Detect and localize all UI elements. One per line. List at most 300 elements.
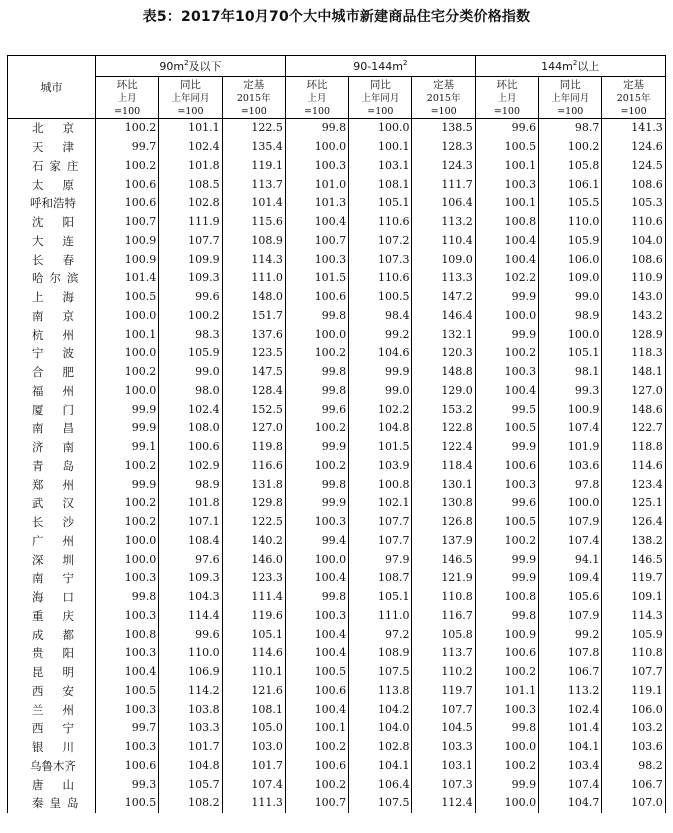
index-value-cell: 125.1 [602,494,665,513]
index-value-cell: 98.2 [602,757,665,776]
base-period-header: 上年同月 [159,92,222,105]
index-value-cell: 152.5 [222,400,285,419]
index-value-cell: 100.3 [96,738,159,757]
index-value-cell: 107.7 [349,513,412,532]
index-value-cell: 107.8 [539,644,602,663]
base-period-header: 上年同月 [349,92,412,105]
city-name-cell: 北京 [8,119,96,138]
index-value-cell: 99.9 [96,419,159,438]
index-value-cell: 100.9 [539,400,602,419]
index-value-cell: 103.4 [539,757,602,776]
index-value-cell: 100.0 [96,307,159,326]
column-header: 同比 [159,77,222,93]
index-value-cell: 146.5 [412,550,475,569]
city-name-cell: 秦皇岛 [8,794,96,813]
table-row [8,457,666,476]
index-value-cell: 105.1 [539,344,602,363]
index-value-cell: 107.4 [539,775,602,794]
index-value-cell: 107.9 [539,607,602,626]
city-name-cell: 兰州 [8,700,96,719]
table-row [8,213,666,232]
index-value-cell: 99.9 [475,550,538,569]
index-value-cell: 97.2 [349,625,412,644]
city-name-cell: 宁波 [8,344,96,363]
index-value-cell: 100.0 [285,138,348,157]
table-body [8,119,666,813]
index-value-cell: 103.1 [412,757,475,776]
index-value-cell: 107.4 [222,775,285,794]
index-value-cell: 101.8 [159,157,222,176]
index-value-cell: 122.8 [412,419,475,438]
index-value-cell: 100.2 [159,307,222,326]
index-value-cell: 119.6 [222,607,285,626]
index-value-cell: 100.5 [285,663,348,682]
city-name-cell: 郑州 [8,475,96,494]
city-name-cell: 银川 [8,738,96,757]
index-value-cell: 100.4 [285,625,348,644]
city-name-cell: 南京 [8,307,96,326]
index-value-cell: 114.2 [159,682,222,701]
index-value-cell: 120.3 [412,344,475,363]
index-value-cell: 100.1 [349,138,412,157]
table-row [8,325,666,344]
city-name-cell: 广州 [8,532,96,551]
city-name-cell: 南昌 [8,419,96,438]
base-period-header: 2015年 [222,92,285,105]
index-value-cell: 121.6 [222,682,285,701]
index-value-cell: 99.9 [96,400,159,419]
index-value-cell: 111.7 [412,175,475,194]
index-value-cell: 105.8 [412,625,475,644]
table-row [8,550,666,569]
index-value-cell: 105.1 [222,625,285,644]
index-value-cell: 99.6 [475,119,538,138]
index-value-cell: 100.6 [159,438,222,457]
base-value-header: =100 [349,105,412,119]
city-name-cell: 长沙 [8,513,96,532]
index-value-cell: 100.7 [285,232,348,251]
index-value-cell: 113.2 [539,682,602,701]
index-value-cell: 99.8 [285,363,348,382]
index-value-cell: 99.9 [96,475,159,494]
index-value-cell: 100.1 [475,157,538,176]
index-value-cell: 99.6 [475,494,538,513]
index-value-cell: 146.0 [222,550,285,569]
index-value-cell: 100.9 [475,625,538,644]
index-value-cell: 118.4 [412,457,475,476]
city-name-cell: 杭州 [8,325,96,344]
index-value-cell: 105.3 [602,194,665,213]
table-row [8,438,666,457]
index-value-cell: 99.8 [285,588,348,607]
table-row [8,194,666,213]
base-value-header: =100 [285,105,348,119]
index-value-cell: 130.1 [412,475,475,494]
index-value-cell: 100.0 [349,119,412,138]
city-name-cell: 昆明 [8,663,96,682]
table-row [8,644,666,663]
index-value-cell: 100.3 [475,700,538,719]
city-name-cell: 西安 [8,682,96,701]
index-value-cell: 104.8 [159,757,222,776]
table-row [8,719,666,738]
table-row [8,157,666,176]
index-value-cell: 105.7 [159,775,222,794]
index-value-cell: 119.1 [602,682,665,701]
index-value-cell: 100.0 [96,532,159,551]
index-value-cell: 108.5 [159,175,222,194]
index-value-cell: 101.5 [285,269,348,288]
index-value-cell: 100.6 [285,682,348,701]
index-value-cell: 99.1 [96,438,159,457]
index-value-cell: 118.8 [602,438,665,457]
index-value-cell: 100.5 [96,682,159,701]
index-value-cell: 122.4 [412,438,475,457]
index-value-cell: 107.3 [412,775,475,794]
index-value-cell: 107.7 [412,700,475,719]
index-value-cell: 105.5 [539,194,602,213]
index-value-cell: 104.7 [539,794,602,813]
city-name-cell: 成都 [8,625,96,644]
index-value-cell: 100.2 [475,663,538,682]
index-value-cell: 108.7 [349,569,412,588]
index-value-cell: 97.6 [159,550,222,569]
index-value-cell: 100.3 [475,475,538,494]
index-value-cell: 100.0 [539,494,602,513]
index-value-cell: 105.8 [539,157,602,176]
index-value-cell: 100.5 [349,288,412,307]
index-value-cell: 103.2 [602,719,665,738]
column-header: 同比 [539,77,602,93]
index-value-cell: 110.6 [349,269,412,288]
index-value-cell: 110.8 [602,644,665,663]
index-value-cell: 107.3 [349,250,412,269]
index-value-cell: 102.1 [349,494,412,513]
index-value-cell: 97.8 [539,475,602,494]
city-name-cell: 厦门 [8,400,96,419]
index-value-cell: 123.5 [222,344,285,363]
index-value-cell: 100.3 [285,250,348,269]
index-value-cell: 103.0 [222,738,285,757]
base-period-header: 上月 [475,92,538,105]
table-row [8,700,666,719]
index-value-cell: 105.9 [159,344,222,363]
base-period-header: 上年同月 [539,92,602,105]
index-value-cell: 110.8 [412,588,475,607]
index-value-cell: 114.3 [602,607,665,626]
base-value-header: =100 [412,105,475,119]
index-value-cell: 131.8 [222,475,285,494]
index-value-cell: 102.8 [349,738,412,757]
index-value-cell: 100.7 [96,213,159,232]
index-value-cell: 100.0 [285,325,348,344]
index-value-cell: 119.1 [222,157,285,176]
index-value-cell: 106.7 [602,775,665,794]
table-row [8,588,666,607]
index-value-cell: 100.4 [475,232,538,251]
index-value-cell: 100.8 [96,625,159,644]
index-value-cell: 103.8 [159,700,222,719]
index-value-cell: 100.8 [475,213,538,232]
index-value-cell: 100.6 [475,457,538,476]
index-value-cell: 102.9 [159,457,222,476]
index-value-cell: 132.1 [412,325,475,344]
index-value-cell: 99.3 [539,382,602,401]
table-row [8,682,666,701]
city-name-cell: 深圳 [8,550,96,569]
index-value-cell: 100.3 [475,175,538,194]
table-row [8,400,666,419]
table-row [8,475,666,494]
index-value-cell: 101.7 [222,757,285,776]
table-row [8,794,666,813]
index-value-cell: 104.0 [349,719,412,738]
index-value-cell: 100.5 [96,794,159,813]
city-name-cell: 天津 [8,138,96,157]
city-name-cell: 上海 [8,288,96,307]
table-row [8,569,666,588]
index-value-cell: 106.4 [349,775,412,794]
index-value-cell: 146.5 [602,550,665,569]
base-period-header: 2015年 [412,92,475,105]
index-value-cell: 99.6 [159,288,222,307]
index-value-cell: 137.6 [222,325,285,344]
index-value-cell: 102.8 [159,194,222,213]
index-value-cell: 100.8 [349,475,412,494]
index-value-cell: 143.2 [602,307,665,326]
table-row [8,625,666,644]
city-column-header: 城市 [8,56,96,119]
city-name-cell: 重庆 [8,607,96,626]
index-value-cell: 122.7 [602,419,665,438]
city-name-cell: 呼和浩特 [8,194,96,213]
index-value-cell: 106.4 [412,194,475,213]
index-value-cell: 104.6 [349,344,412,363]
table-row [8,775,666,794]
index-value-cell: 113.3 [412,269,475,288]
index-value-cell: 103.3 [159,719,222,738]
price-index-table-container [7,55,665,813]
index-value-cell: 105.1 [349,588,412,607]
index-value-cell: 110.9 [602,269,665,288]
table-row [8,382,666,401]
index-value-cell: 109.3 [159,569,222,588]
index-value-cell: 111.0 [349,607,412,626]
index-value-cell: 100.2 [96,457,159,476]
index-value-cell: 109.1 [602,588,665,607]
index-value-cell: 147.5 [222,363,285,382]
index-value-cell: 105.9 [602,625,665,644]
index-value-cell: 121.9 [412,569,475,588]
base-value-header: =100 [96,105,159,119]
index-value-cell: 102.2 [475,269,538,288]
index-value-cell: 103.3 [412,738,475,757]
index-value-cell: 108.2 [159,794,222,813]
index-value-cell: 143.0 [602,288,665,307]
index-value-cell: 100.1 [475,194,538,213]
index-value-cell: 99.9 [349,363,412,382]
index-value-cell: 104.3 [159,588,222,607]
index-value-cell: 107.7 [349,532,412,551]
index-value-cell: 100.2 [475,532,538,551]
index-value-cell: 99.8 [96,588,159,607]
index-value-cell: 100.2 [539,138,602,157]
index-value-cell: 99.8 [475,607,538,626]
index-value-cell: 100.7 [285,794,348,813]
index-value-cell: 119.8 [222,438,285,457]
index-value-cell: 100.3 [96,700,159,719]
index-value-cell: 107.7 [602,663,665,682]
city-name-cell: 海口 [8,588,96,607]
index-value-cell: 104.8 [349,419,412,438]
index-value-cell: 99.9 [475,569,538,588]
index-value-cell: 128.3 [412,138,475,157]
index-value-cell: 99.2 [539,625,602,644]
index-value-cell: 104.1 [349,757,412,776]
index-value-cell: 100.3 [285,157,348,176]
index-value-cell: 105.0 [222,719,285,738]
index-value-cell: 107.0 [602,794,665,813]
index-value-cell: 100.5 [96,288,159,307]
index-value-cell: 118.3 [602,344,665,363]
index-value-cell: 100.2 [96,157,159,176]
index-value-cell: 100.2 [475,757,538,776]
index-value-cell: 106.1 [539,175,602,194]
index-value-cell: 98.7 [539,119,602,138]
index-value-cell: 119.7 [602,569,665,588]
table-row [8,513,666,532]
city-name-cell: 南宁 [8,569,96,588]
index-value-cell: 113.2 [412,213,475,232]
index-value-cell: 100.3 [96,569,159,588]
index-value-cell: 99.9 [475,288,538,307]
index-value-cell: 100.2 [96,119,159,138]
index-value-cell: 100.6 [285,757,348,776]
index-value-cell: 138.2 [602,532,665,551]
city-name-cell: 哈尔滨 [8,269,96,288]
index-value-cell: 127.0 [602,382,665,401]
index-value-cell: 100.0 [475,738,538,757]
index-value-cell: 100.2 [96,513,159,532]
index-value-cell: 114.3 [222,250,285,269]
index-value-cell: 101.7 [159,738,222,757]
index-value-cell: 127.0 [222,419,285,438]
index-value-cell: 99.7 [96,719,159,738]
index-value-cell: 100.6 [96,757,159,776]
index-value-cell: 99.9 [475,325,538,344]
city-name-cell: 福州 [8,382,96,401]
index-value-cell: 100.3 [475,363,538,382]
index-value-cell: 129.0 [412,382,475,401]
table-row [8,494,666,513]
column-header: 同比 [349,77,412,93]
index-value-cell: 113.7 [412,644,475,663]
table-row [8,138,666,157]
index-value-cell: 99.8 [285,307,348,326]
index-value-cell: 110.6 [349,213,412,232]
index-value-cell: 116.6 [222,457,285,476]
index-value-cell: 100.3 [96,644,159,663]
index-value-cell: 100.5 [475,513,538,532]
index-value-cell: 124.3 [412,157,475,176]
index-value-cell: 99.8 [285,119,348,138]
index-value-cell: 99.5 [475,400,538,419]
table-row [8,663,666,682]
city-name-cell: 太原 [8,175,96,194]
index-value-cell: 110.0 [159,644,222,663]
index-value-cell: 102.2 [349,400,412,419]
index-value-cell: 100.2 [285,344,348,363]
index-value-cell: 107.2 [349,232,412,251]
index-value-cell: 103.6 [539,457,602,476]
index-value-cell: 102.4 [159,400,222,419]
index-value-cell: 148.8 [412,363,475,382]
index-value-cell: 109.4 [539,569,602,588]
city-name-cell: 乌鲁木齐 [8,757,96,776]
index-value-cell: 101.3 [285,194,348,213]
index-value-cell: 100.3 [285,513,348,532]
index-value-cell: 101.4 [96,269,159,288]
index-value-cell: 98.4 [349,307,412,326]
index-value-cell: 105.6 [539,588,602,607]
table-row [8,532,666,551]
index-value-cell: 108.6 [602,250,665,269]
index-value-cell: 100.2 [475,344,538,363]
city-name-cell: 长春 [8,250,96,269]
index-value-cell: 100.2 [285,738,348,757]
index-value-cell: 102.4 [539,700,602,719]
index-value-cell: 110.4 [412,232,475,251]
index-value-cell: 100.2 [285,419,348,438]
table-row [8,607,666,626]
index-value-cell: 135.4 [222,138,285,157]
index-value-cell: 98.1 [539,363,602,382]
index-value-cell: 119.7 [412,682,475,701]
index-value-cell: 116.7 [412,607,475,626]
index-value-cell: 104.2 [349,700,412,719]
index-value-cell: 98.0 [159,382,222,401]
index-value-cell: 113.7 [222,175,285,194]
index-value-cell: 100.5 [475,138,538,157]
index-value-cell: 114.4 [159,607,222,626]
base-period-header: 上月 [285,92,348,105]
index-value-cell: 103.1 [349,157,412,176]
index-value-cell: 107.5 [349,663,412,682]
index-value-cell: 109.0 [412,250,475,269]
base-value-header: =100 [222,105,285,119]
table-row [8,250,666,269]
index-value-cell: 101.1 [475,682,538,701]
index-value-cell: 100.4 [475,250,538,269]
index-value-cell: 115.6 [222,213,285,232]
index-value-cell: 148.6 [602,400,665,419]
index-value-cell: 106.9 [159,663,222,682]
city-name-cell: 贵阳 [8,644,96,663]
index-value-cell: 123.3 [222,569,285,588]
index-value-cell: 94.1 [539,550,602,569]
index-value-cell: 109.3 [159,269,222,288]
index-value-cell: 104.0 [602,232,665,251]
index-value-cell: 151.7 [222,307,285,326]
index-value-cell: 110.6 [602,213,665,232]
column-header: 定基 [412,77,475,93]
index-value-cell: 100.2 [285,775,348,794]
index-value-cell: 128.9 [602,325,665,344]
city-name-cell: 济南 [8,438,96,457]
index-value-cell: 138.5 [412,119,475,138]
index-value-cell: 107.7 [159,232,222,251]
base-value-header: =100 [159,105,222,119]
